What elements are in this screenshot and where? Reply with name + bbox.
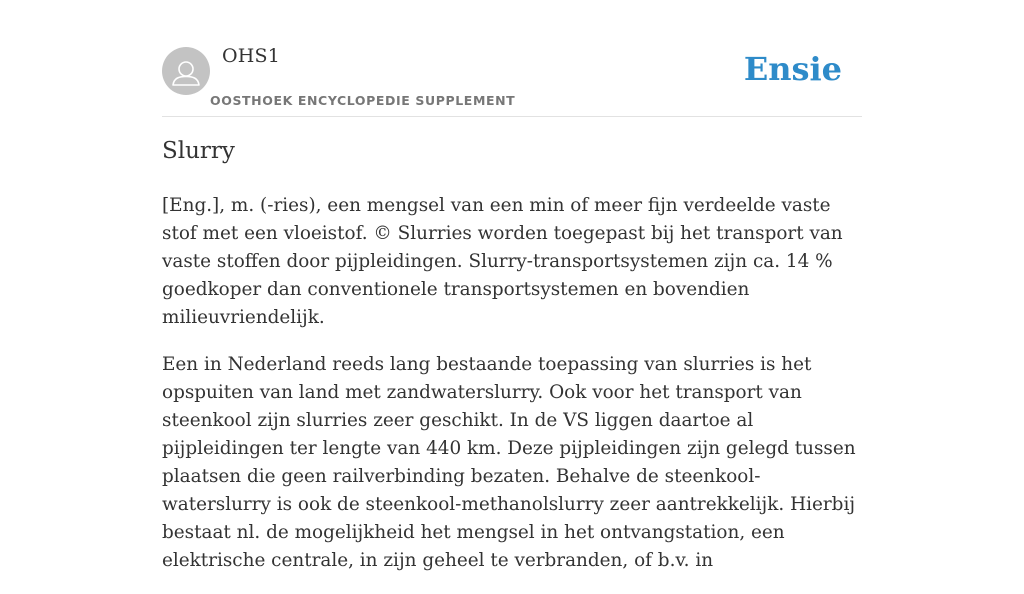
- article-body: [162, 192, 862, 594]
- article-title: Slurry: [162, 138, 235, 164]
- source-avatar[interactable]: [162, 47, 210, 95]
- source-subtitle: OOSTHOEK ENCYCLOPEDIE SUPPLEMENT: [210, 93, 516, 108]
- user-icon: [162, 47, 210, 95]
- brand-logo[interactable]: Ensie: [743, 50, 842, 88]
- article-paragraph: [Eng.], m. (-ries), een mengsel van een min of meer fijn verdeelde vaste stof met een vloeistof. © Slurries worden toegepast bij het transport van vaste stoffen door pijpleidingen. Slurry-transportsystemen zijn ca. 14 % goedkoper dan conventionele transportsystemen en bovendien milieuvriendelijk.: [162, 195, 843, 328]
- source-header: [162, 0, 862, 117]
- source-name[interactable]: OHS1: [222, 45, 281, 67]
- article-paragraph: Een in Nederland reeds lang bestaande toepassing van slurries is het opspuiten van land met zandwaterslurry. Ook voor het transport van steenkool zijn slurries zeer geschikt. In de VS liggen daartoe al pijpleidingen ter lengte van 440 km. Deze pijpleidingen zijn gelegd tussen plaatsen die geen railverbinding bezaten. Behalve de steenkool-waterslurry is ook de steenkool-methanolslurry zeer aantrekkelijk. Hierbij bestaat nl. de mogelijkheid het mengsel in het ontvangstation, een elektrische centrale, in zijn geheel te verbranden, of b.v. in: [162, 354, 856, 571]
